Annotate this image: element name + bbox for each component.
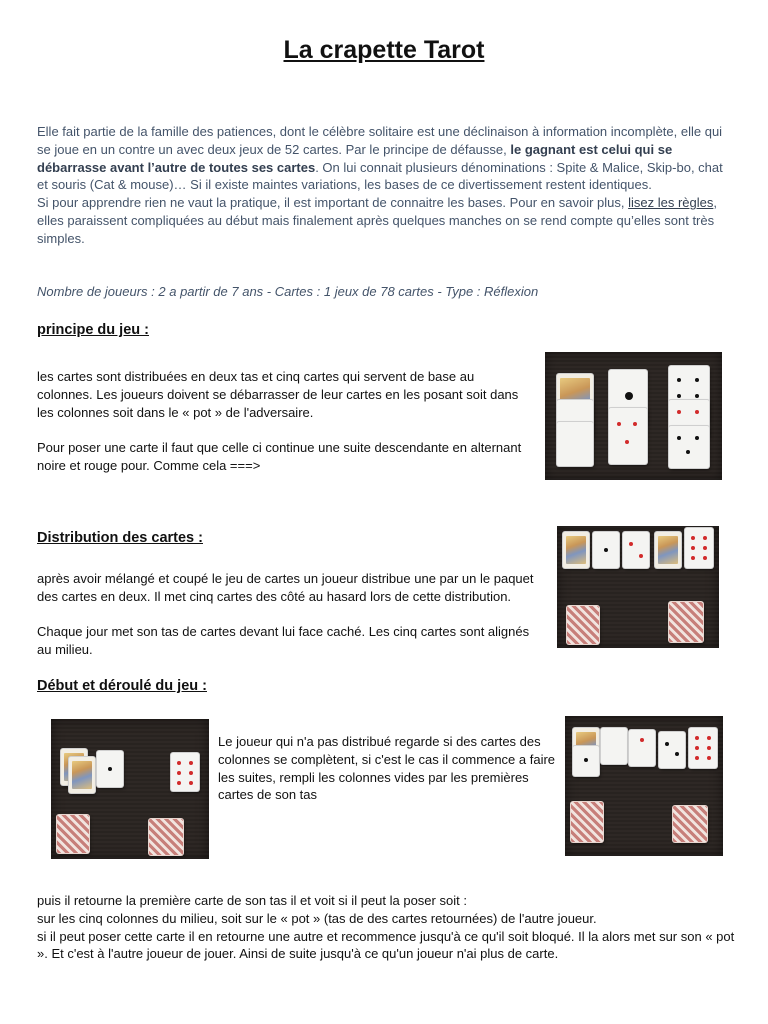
club-pip bbox=[584, 758, 588, 762]
spade-pip bbox=[695, 436, 699, 440]
heart-pip bbox=[177, 781, 181, 785]
section-heading-principe: principe du jeu : bbox=[37, 322, 149, 338]
card-black-low bbox=[669, 426, 709, 468]
debut-middle-paragraph: Le joueur qui n'a pas distribué regarde si des cartes des colonnes se complètent, si c'est le cas il commence a faire les suites, rempli les colonnes vides par les premières cartes de son tas bbox=[218, 734, 556, 803]
debut-end-line-1: puis il retourne la première carte de son tas il et voit si il peut la poser soit : bbox=[37, 893, 467, 908]
heart-pip bbox=[707, 746, 711, 750]
photo-game-continue bbox=[565, 716, 723, 856]
club-pip bbox=[108, 767, 112, 771]
intro-p1-end: . On lui connait plusieurs dénominations : Spite & Malice, Skip-bo, chat et souris (Cat & mouse)… Si il existe maintes variations, les bases de ce divertissement restent identiques. bbox=[37, 159, 723, 193]
heart-pip bbox=[691, 556, 695, 560]
diamond-pip bbox=[629, 542, 633, 546]
diamond-pip bbox=[677, 410, 681, 414]
player-pile-right bbox=[669, 602, 703, 642]
card-diamond bbox=[623, 532, 649, 568]
card-hearts bbox=[689, 728, 717, 768]
heart-pip bbox=[189, 761, 193, 765]
principe-paragraph-2: Pour poser une carte il faut que celle ci continue une suite descendante en alternant noire et rouge pour. Comme cela ===> bbox=[37, 440, 522, 473]
card-hearts bbox=[171, 753, 199, 791]
player-pile-left bbox=[567, 606, 599, 644]
intro-text bbox=[37, 123, 737, 248]
club-pip bbox=[695, 378, 699, 382]
heart-pip bbox=[703, 536, 707, 540]
diamond-pip bbox=[695, 410, 699, 414]
intro-p2-end: , elles paraissent compliquées au début mais finalement après quelques manches on se rend compte qu’elles sont très simples. bbox=[37, 195, 718, 246]
photo-distribution bbox=[557, 526, 719, 648]
heart-pip bbox=[617, 422, 621, 426]
card-red-low bbox=[609, 408, 647, 464]
card-diamond bbox=[629, 730, 655, 766]
principe-paragraph-1: les cartes sont distribuées en deux tas et cinq cartes qui servent de base au colonnes. Les joueurs doivent se débarrasser de leur cartes en les posant soit dans les colonnes soit dans le « pot » de l'adversaire. bbox=[37, 369, 519, 420]
debut-end-line-3: si il peut poser cette carte il en retourne une autre et recommence jusqu'à ce qu'il soit bloqué. Il la alors met sur son « pot ». Et c'est à l'autre joueur de jouer. Ainsi de suite jusqu'à ce qu'un joueur n'ai plus de carte. bbox=[37, 928, 735, 962]
distribution-paragraph-2: Chaque jour met son tas de cartes devant lui face caché. Les cinq cartes sont alignés au milieu. bbox=[37, 624, 530, 657]
heart-pip bbox=[691, 536, 695, 540]
club-pip bbox=[677, 378, 681, 382]
game-meta: Nombre de joueurs : 2 a partir de 7 ans - Cartes : 1 jeux de 78 cartes - Type : Réflexion bbox=[37, 284, 539, 299]
card-plain bbox=[601, 728, 627, 764]
heart-pip bbox=[695, 756, 699, 760]
photo-card-sequence bbox=[545, 352, 722, 480]
debut-end-paragraph bbox=[37, 892, 737, 963]
club-pip bbox=[695, 394, 699, 398]
club-pip bbox=[665, 742, 669, 746]
spade-pip bbox=[686, 450, 690, 454]
card-tarot-face bbox=[69, 757, 95, 793]
rules-link[interactable]: lisez les règles bbox=[628, 195, 714, 211]
card-tarot-face bbox=[655, 532, 681, 568]
card-club bbox=[97, 751, 123, 787]
heart-pip bbox=[177, 761, 181, 765]
player-pile-right bbox=[673, 806, 707, 842]
card-tarot-face bbox=[563, 532, 589, 568]
heart-pip bbox=[625, 440, 629, 444]
card-hearts bbox=[685, 528, 713, 568]
heart-pip bbox=[703, 546, 707, 550]
heart-pip bbox=[703, 556, 707, 560]
player-pile-right bbox=[149, 819, 183, 855]
club-pip bbox=[604, 548, 608, 552]
intro-p1-start: Elle fait partie de la famille des patiences, dont le célèbre solitaire est une déclinaison à information incomplète, elle qui se joue en un contre un avec deux jeux de 52 cartes. Par le principe de défausse, bbox=[37, 124, 723, 157]
card-12 bbox=[557, 422, 593, 466]
club-pip bbox=[675, 752, 679, 756]
player-pile-left bbox=[57, 815, 89, 853]
heart-pip bbox=[633, 422, 637, 426]
card-club bbox=[659, 732, 685, 768]
heart-pip bbox=[695, 746, 699, 750]
club-pip bbox=[677, 394, 681, 398]
spade-icon bbox=[625, 392, 633, 400]
heart-pip bbox=[189, 771, 193, 775]
card-club bbox=[573, 746, 599, 776]
heart-pip bbox=[707, 756, 711, 760]
photo-game-start bbox=[51, 719, 209, 859]
heart-pip bbox=[695, 736, 699, 740]
section-heading-distribution: Distribution des cartes : bbox=[37, 530, 203, 546]
page-title: La crapette Tarot bbox=[283, 36, 485, 64]
heart-pip bbox=[189, 781, 193, 785]
heart-pip bbox=[691, 546, 695, 550]
intro-p1-bold: le gagnant est celui qui se débarrasse avant l’autre de toutes ses cartes bbox=[37, 141, 673, 175]
diamond-pip bbox=[639, 554, 643, 558]
heart-pip bbox=[707, 736, 711, 740]
diamond-pip bbox=[640, 738, 644, 742]
debut-end-line-2: sur les cinq colonnes du milieu, soit sur le « pot » (tas de des cartes retournées) de l'autre joueur. bbox=[37, 910, 597, 926]
card-club bbox=[593, 532, 619, 568]
intro-p2-start: Si pour apprendre rien ne vaut la pratique, il est important de connaitre les bases. Pour en savoir plus, bbox=[37, 195, 629, 211]
spade-pip bbox=[677, 436, 681, 440]
section-heading-debut: Début et déroulé du jeu : bbox=[37, 678, 207, 694]
heart-pip bbox=[177, 771, 181, 775]
player-pile-left bbox=[571, 802, 603, 842]
distribution-paragraph-1: après avoir mélangé et coupé le jeu de cartes un joueur distribue une par un le paquet des cartes en deux. Il met cinq cartes des côté au hasard lors de cette distribution. bbox=[37, 571, 534, 604]
